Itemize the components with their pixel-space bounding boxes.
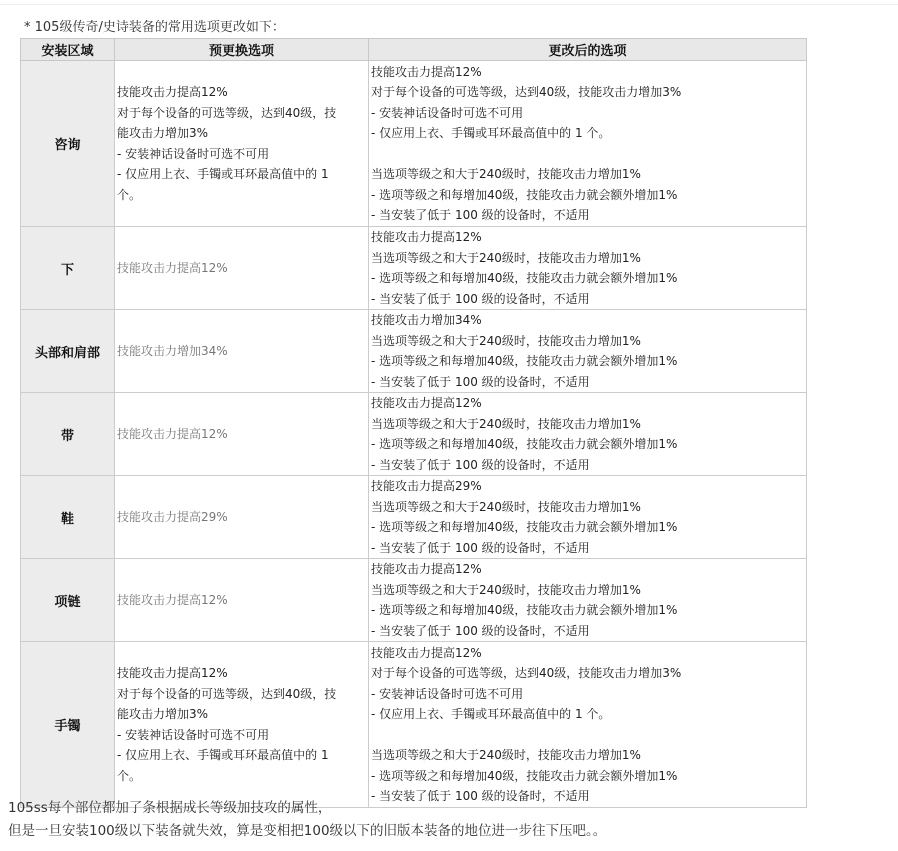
row-after-option: 技能攻击力增加34% 当选项等级之和大于240级时，技能攻击力增加1% - 选项等级之和每增加40级，技能攻击力就会额外增加1% - 当安装了低于 100 级的设备时，不适用 bbox=[369, 310, 807, 393]
footer-line-1: 105ss每个部位都加了条根据成长等级加技攻的属性， bbox=[8, 800, 332, 816]
row-region: 头部和肩部 bbox=[21, 310, 115, 393]
table-row bbox=[21, 642, 807, 808]
row-region: 下 bbox=[21, 227, 115, 310]
row-after-option: 技能攻击力提高12% 对于每个设备的可选等级，达到40级，技能攻击力增加3% - 安装神话设备时可选不可用 - 仅应用上衣、手镯或耳环最高值中的 1 个。 当选项等级之和大于240级时，技能攻击力增加1% - 选项等级之和每增加40级，技能攻击力就会额外增加1% - 当安装了低于 100 级的设备时，不适用 bbox=[369, 642, 807, 808]
footer-text bbox=[8, 797, 606, 843]
footer-line-2: 但是一旦安装100级以下装备就失效，算是变相把100级以下的旧版本装备的地位进一步往下压吧。。 bbox=[8, 823, 607, 839]
row-after-option: 技能攻击力提高29% 当选项等级之和大于240级时，技能攻击力增加1% - 选项等级之和每增加40级，技能攻击力就会额外增加1% - 当安装了低于 100 级的设备时，不适用 bbox=[369, 476, 807, 559]
row-after-option: 技能攻击力提高12% 对于每个设备的可选等级，达到40级，技能攻击力增加3% - 安装神话设备时可选不可用 - 仅应用上衣、手镯或耳环最高值中的 1 个。 当选项等级之和大于240级时，技能攻击力增加1% - 选项等级之和每增加40级，技能攻击力就会额外增加1% - 当安装了低于 100 级的设备时，不适用 bbox=[369, 61, 807, 227]
row-before-option: 技能攻击力提高12% bbox=[115, 559, 369, 642]
top-divider bbox=[0, 4, 898, 5]
intro-note: * 105级传奇/史诗装备的常用选项更改如下： bbox=[24, 20, 285, 35]
header-before: 预更换选项 bbox=[115, 39, 369, 61]
options-table-container bbox=[20, 38, 806, 803]
row-region: 鞋 bbox=[21, 476, 115, 559]
options-table bbox=[20, 38, 807, 808]
row-before-option: 技能攻击力提高12% bbox=[115, 227, 369, 310]
row-before-option: 技能攻击力提高29% bbox=[115, 476, 369, 559]
header-region: 安装区域 bbox=[21, 39, 115, 61]
row-region: 项链 bbox=[21, 559, 115, 642]
table-row bbox=[21, 61, 807, 227]
table-row bbox=[21, 559, 807, 642]
row-before-option: 技能攻击力提高12% 对于每个设备的可选等级，达到40级，技 能攻击力增加3% - 安装神话设备时可选不可用 - 仅应用上衣、手镯或耳环最高值中的 1 个。 bbox=[115, 61, 369, 227]
table-row bbox=[21, 227, 807, 310]
table-row bbox=[21, 476, 807, 559]
row-region: 咨询 bbox=[21, 61, 115, 227]
row-region: 带 bbox=[21, 393, 115, 476]
table-row bbox=[21, 310, 807, 393]
row-region: 手镯 bbox=[21, 642, 115, 808]
row-after-option: 技能攻击力提高12% 当选项等级之和大于240级时，技能攻击力增加1% - 选项等级之和每增加40级，技能攻击力就会额外增加1% - 当安装了低于 100 级的设备时，不适用 bbox=[369, 559, 807, 642]
row-before-option: 技能攻击力增加34% bbox=[115, 310, 369, 393]
row-after-option: 技能攻击力提高12% 当选项等级之和大于240级时，技能攻击力增加1% - 选项等级之和每增加40级，技能攻击力就会额外增加1% - 当安装了低于 100 级的设备时，不适用 bbox=[369, 227, 807, 310]
row-before-option: 技能攻击力提高12% 对于每个设备的可选等级，达到40级，技 能攻击力增加3% - 安装神话设备时可选不可用 - 仅应用上衣、手镯或耳环最高值中的 1 个。 bbox=[115, 642, 369, 808]
table-row bbox=[21, 393, 807, 476]
header-after: 更改后的选项 bbox=[369, 39, 807, 61]
table-header-row bbox=[21, 39, 807, 61]
row-after-option: 技能攻击力提高12% 当选项等级之和大于240级时，技能攻击力增加1% - 选项等级之和每增加40级，技能攻击力就会额外增加1% - 当安装了低于 100 级的设备时，不适用 bbox=[369, 393, 807, 476]
row-before-option: 技能攻击力提高12% bbox=[115, 393, 369, 476]
